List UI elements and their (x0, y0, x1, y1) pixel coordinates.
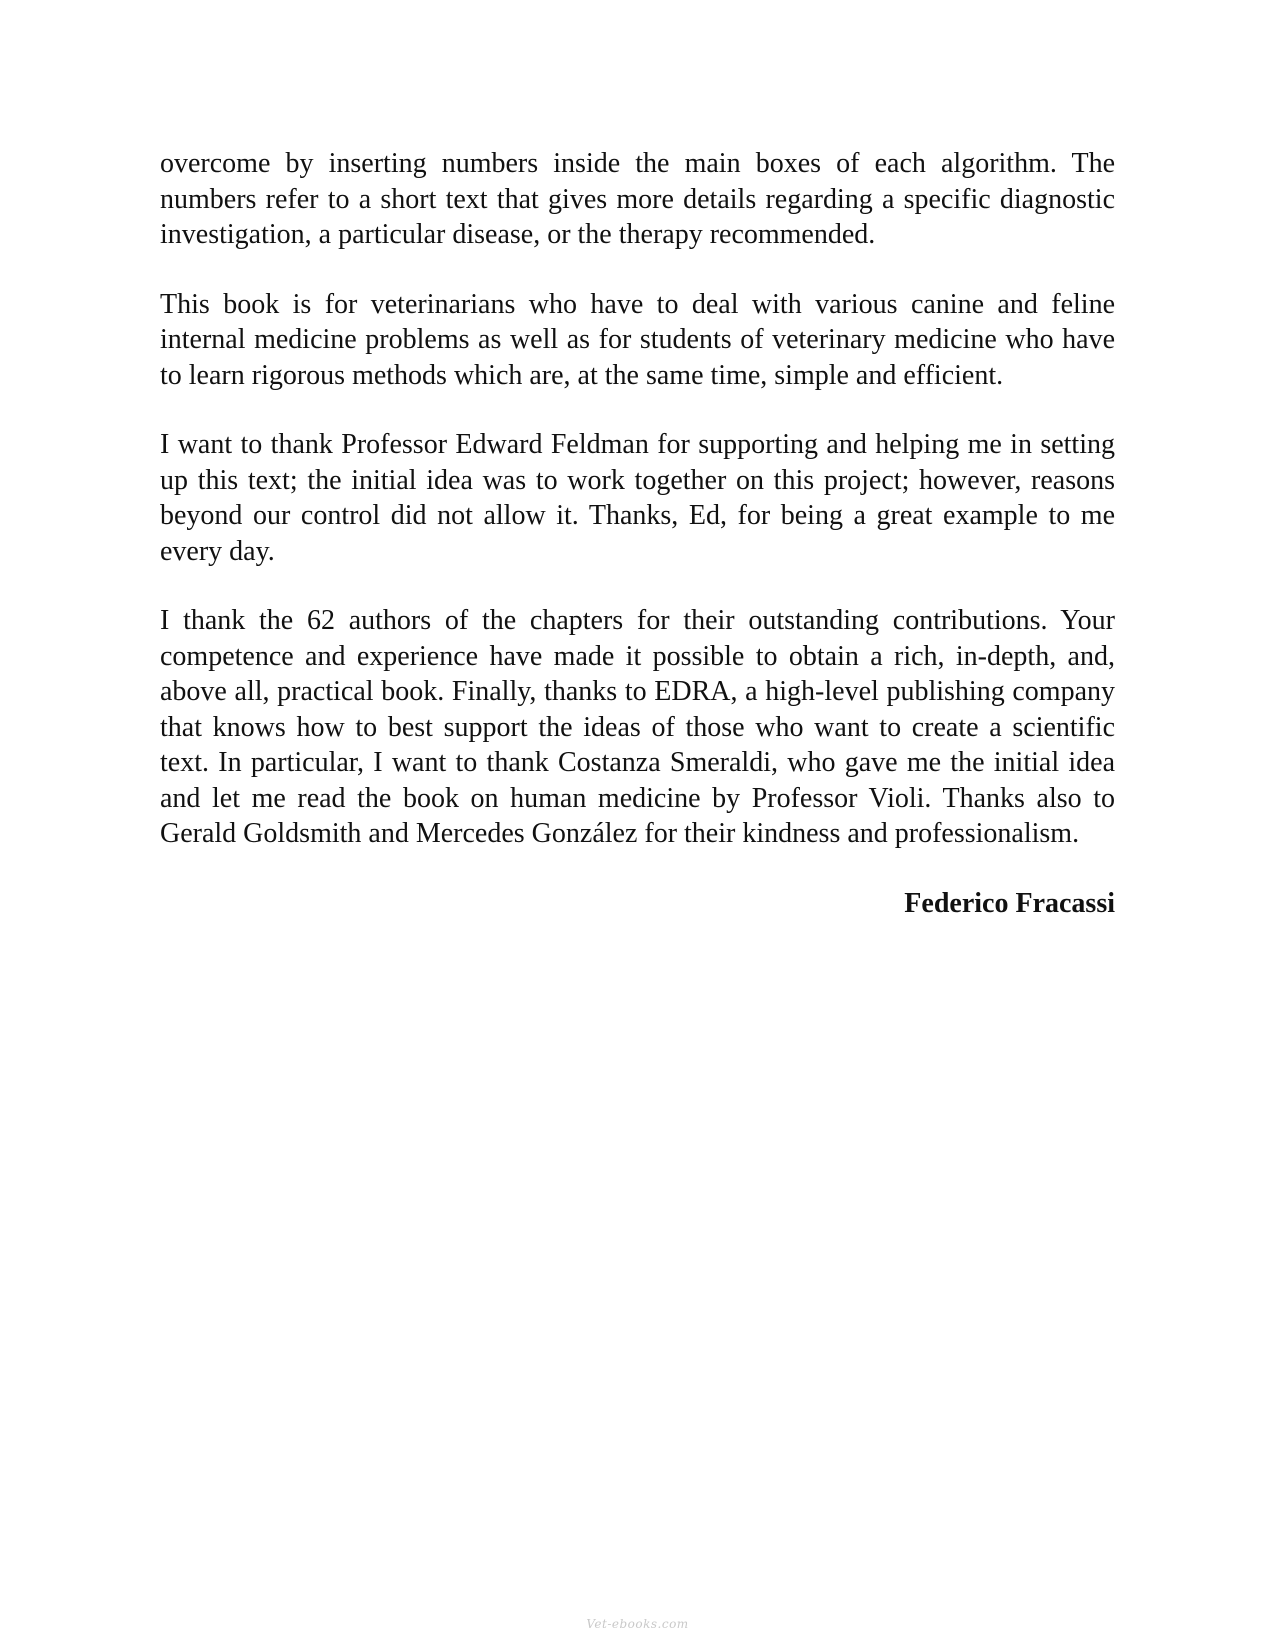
watermark-logo: Vet-ebooks.com (586, 1617, 689, 1631)
paragraph-algorithm-numbers: overcome by inserting numbers inside the main boxes of each algorithm. The numbers refer to a short text that gives more details regarding a specific diagnostic investigation, a particular disease, or the therapy recommended. (160, 148, 1115, 250)
paragraph-audience: This book is for veterinarians who have to deal with various canine and feline internal medicine problems as well as for students of veterinary medicine who have to learn rigorous methods which are, at the same time, simple and efficient. (160, 288, 1115, 391)
paragraph-thanks-authors: I thank the 62 authors of the chapters for their outstanding contributions. Your competence and experience have made it possible to obtain a rich, in-depth, and, above all, practical book. Finally, thanks to EDRA, a high-level publishing company that knows how to best support the ideas of those who want to create a scientific text. In particular, I want to thank Costanza Smeraldi, who gave me the initial idea and let me read the book on human medicine by Professor Violi. Thanks also to Gerald Goldsmith and Mercedes González for their kindness and professionalism. (160, 605, 1115, 849)
page-content (160, 146, 1115, 921)
author-signature: Federico Fracassi (904, 887, 1115, 919)
paragraph-thanks-feldman: I want to thank Professor Edward Feldman for supporting and helping me in setting up this text; the initial idea was to work together on this project; however, reasons beyond our control did not allow it. Thanks, Ed, for being a great example to me every day. (160, 429, 1115, 567)
